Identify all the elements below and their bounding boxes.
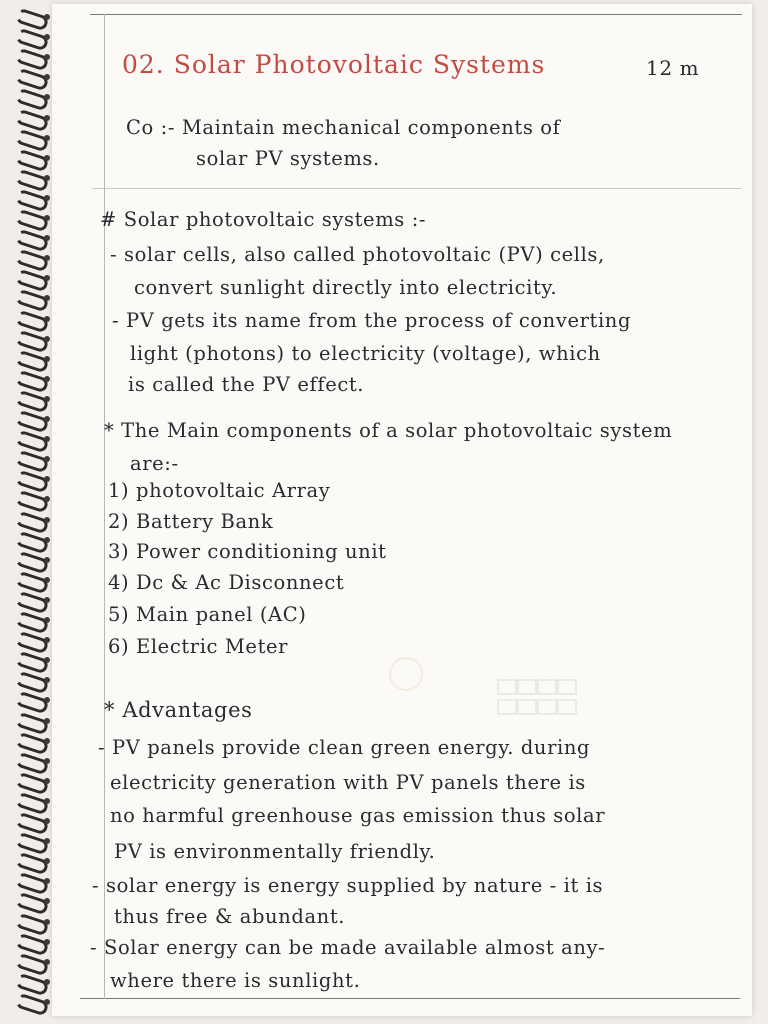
spiral-coil [14, 673, 56, 687]
spiral-coil [14, 734, 56, 748]
spiral-coil [14, 372, 56, 386]
spiral-coil [14, 894, 56, 908]
spiral-coil [14, 30, 56, 44]
objective-line-2: solar PV systems. [196, 147, 380, 170]
panel-sketch [498, 680, 576, 714]
spiral-coil [14, 492, 56, 506]
marks-label: 12 m [646, 56, 700, 80]
spiral-coil [14, 774, 56, 788]
advantage-line: where there is sunlight. [110, 969, 361, 992]
spiral-coil [14, 171, 56, 185]
advantages-heading: * Advantages [104, 698, 253, 722]
spiral-coil [14, 271, 56, 285]
section-line: convert sunlight directly into electricity. [134, 276, 558, 299]
spiral-coil [14, 693, 56, 707]
spiral-binding [14, 6, 58, 1016]
advantage-line: - solar energy is energy supplied by nature - it is [92, 874, 604, 897]
divider-rule [92, 188, 742, 189]
component-item: 5) Main panel (AC) [108, 603, 307, 626]
spiral-coil [14, 111, 56, 125]
advantage-line: PV is environmentally friendly. [114, 840, 436, 863]
spiral-coil [14, 874, 56, 888]
spiral-coil [14, 955, 56, 969]
spiral-coil [14, 633, 56, 647]
bleed-through-sketch [370, 640, 610, 750]
spiral-coil [14, 513, 56, 527]
spiral-coil [14, 995, 56, 1009]
component-item: 4) Dc & Ac Disconnect [108, 571, 345, 594]
advantage-line: no harmful greenhouse gas emission thus solar [110, 804, 606, 827]
spiral-coil [14, 211, 56, 225]
spiral-coil [14, 412, 56, 426]
spiral-coil [14, 814, 56, 828]
spiral-coil [14, 352, 56, 366]
spiral-coil [14, 432, 56, 446]
spiral-coil [14, 553, 56, 567]
spiral-coil [14, 50, 56, 64]
spiral-coil [14, 131, 56, 145]
advantage-line: electricity generation with PV panels there is [110, 771, 586, 794]
spiral-coil [14, 714, 56, 728]
section-line: - PV gets its name from the process of converting [112, 309, 632, 332]
spiral-coil [14, 191, 56, 205]
spiral-coil [14, 332, 56, 346]
spiral-coil [14, 854, 56, 868]
section-line: light (photons) to electricity (voltage), which [130, 342, 601, 365]
component-item: 1) photovoltaic Array [108, 479, 331, 502]
spiral-coil [14, 151, 56, 165]
components-heading-cont: are:- [130, 452, 179, 475]
margin-line [104, 14, 105, 999]
spiral-coil [14, 975, 56, 989]
components-heading: * The Main components of a solar photovoltaic system [104, 419, 673, 442]
component-item: 3) Power conditioning unit [108, 540, 387, 563]
spiral-coil [14, 613, 56, 627]
spiral-coil [14, 593, 56, 607]
component-item: 6) Electric Meter [108, 635, 289, 658]
spiral-coil [14, 834, 56, 848]
section-heading: # Solar photovoltaic systems :- [100, 208, 427, 231]
footer-rule [80, 998, 740, 999]
spiral-coil [14, 251, 56, 265]
advantage-line: - Solar energy can be made available almost any- [90, 936, 606, 959]
spiral-coil [14, 533, 56, 547]
spiral-coil [14, 452, 56, 466]
section-line: - solar cells, also called photovoltaic (PV) cells, [110, 243, 605, 266]
advantage-line: thus free & abundant. [114, 905, 346, 928]
component-item: 2) Battery Bank [108, 510, 274, 533]
spiral-coil [14, 231, 56, 245]
spiral-coil [14, 10, 56, 24]
sun-sketch [390, 658, 422, 690]
spiral-coil [14, 935, 56, 949]
advantage-line: - PV panels provide clean green energy. during [98, 736, 591, 759]
section-line: is called the PV effect. [128, 373, 365, 396]
spiral-coil [14, 291, 56, 305]
header-rule [90, 14, 742, 15]
page-title: 02. Solar Photovoltaic Systems [122, 50, 546, 79]
spiral-coil [14, 312, 56, 326]
spiral-coil [14, 915, 56, 929]
spiral-coil [14, 573, 56, 587]
spiral-coil [14, 70, 56, 84]
spiral-coil [14, 392, 56, 406]
spiral-coil [14, 754, 56, 768]
spiral-coil [14, 90, 56, 104]
spiral-coil [14, 653, 56, 667]
spiral-coil [14, 794, 56, 808]
spiral-coil [14, 472, 56, 486]
objective-line-1: Co :- Maintain mechanical components of [126, 116, 561, 139]
